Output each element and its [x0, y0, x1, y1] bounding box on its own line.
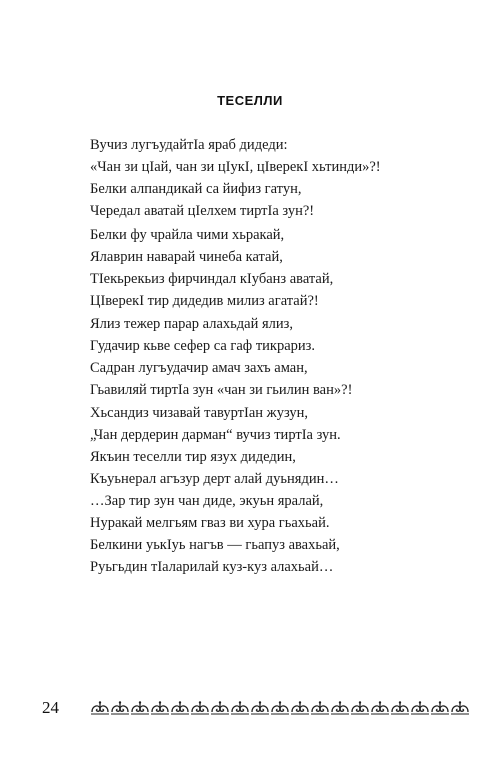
- poem-line: Ялиз тежер парар алахьдай ялиз,: [90, 316, 293, 332]
- poem-line: Гьавиляй тиртӀа зун «чан зи гьилин ван»?!: [90, 382, 353, 398]
- poem-line: Белки алпандикай са йифиз гатун,: [90, 181, 302, 197]
- stanza: [90, 224, 430, 312]
- poem-line: ЦӀверекӀ тир дидедив милиз агатай?!: [90, 293, 319, 309]
- poem-line: Белки фу чрайла чими хьракай,: [90, 227, 285, 243]
- poem-line: Якъин теселли тир язух дидедин,: [90, 449, 296, 465]
- poem-line: Чередал аватай цӀелхем тиртӀа зун?!: [90, 203, 315, 219]
- page-number: 24: [42, 698, 59, 717]
- poem-line: Ялаврин наварай чинеба катай,: [90, 249, 283, 265]
- poem-line: …Зар тир зун чан диде, экуьн яралай,: [90, 493, 324, 509]
- poem-line: Гудачир кьве сефер са гаф тикрариз.: [90, 338, 316, 354]
- stanza: [90, 313, 430, 401]
- poem-line: Белкини уькӀуь нагъв — гьапуз авахьай,: [90, 537, 340, 553]
- stanza: [90, 134, 430, 222]
- poem-line: Къуьнерал агъзур дерт алай дуьнядин…: [90, 471, 339, 487]
- poem-line: ТӀекьрекьиз фирчиндал кӀубанз аватай,: [90, 271, 334, 287]
- poem-line: „Чан дердерин дарман“ вучиз тиртӀа зун.: [90, 427, 341, 443]
- page-footer: [0, 696, 500, 726]
- poem-line: «Чан зи цӀай, чан зи цӀукӀ, цӀверекӀ хьтинди»?!: [90, 159, 381, 175]
- poem-title: ТЕСЕЛЛИ: [217, 93, 283, 108]
- stanza: [90, 402, 430, 490]
- ornament-border-icon: [90, 700, 470, 718]
- stanza: [90, 490, 430, 578]
- poem-line: Хьсандиз чизавай тавуртӀан жузун,: [90, 405, 308, 421]
- poem-line: Вучиз лугъудайтӀа яраб дидеди:: [90, 137, 288, 153]
- poem-line: Садран лугъудачир амач захъ аман,: [90, 360, 308, 376]
- poem-line: Нуракай мелгьям гваз ви хура гьахьай.: [90, 515, 330, 531]
- poem-line: Руьгьдин тӀаларилай куз-куз алахьай…: [90, 559, 334, 575]
